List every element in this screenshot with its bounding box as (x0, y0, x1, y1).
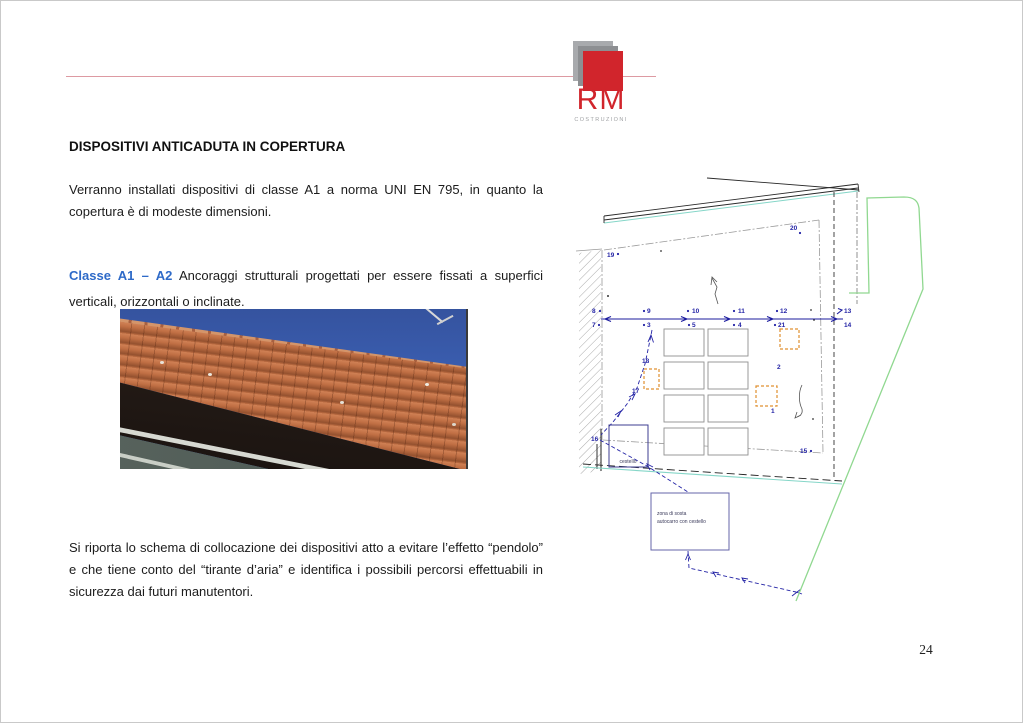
anchor-label: 4 (738, 322, 742, 329)
lifeline (601, 309, 843, 322)
anchor-label: 9 (647, 308, 651, 315)
point-label: 16 (591, 436, 599, 443)
zona-label-line1: zona di sosta (657, 511, 687, 517)
point-label: 15 (800, 448, 808, 455)
intro-paragraph: Verranno installati dispositivi di classe A1 a norma UNI EN 795, in quanto la copertura è di modeste dimensioni. (69, 182, 543, 219)
site-plan-drawing (576, 161, 936, 606)
anchor-label: 10 (692, 308, 700, 315)
zona-sosta-box (651, 493, 729, 550)
photo-anchor-dots (160, 361, 164, 364)
anchor-label: 13 (844, 308, 852, 315)
property-boundary (796, 197, 923, 601)
classe-label: Classe A1 – A2 (69, 268, 173, 283)
zona-label-line2: autocarro con cestello (657, 519, 706, 525)
roof-photo (120, 309, 468, 469)
anchor-label: 8 (592, 308, 596, 315)
anchor-label: 12 (780, 308, 788, 315)
roof-panel-grid (664, 329, 748, 455)
point-label: 20 (790, 225, 798, 232)
body-paragraph: Si riporta lo schema di collocazione dei dispositivi atto a evitare l’effetto “pendolo” e che tiene conto del “tirante d’aria” e identifica i possibili percorsi effettuabili in sicurezza dai futuri manutentori. (69, 540, 543, 599)
anchor-label: 14 (844, 322, 852, 329)
classe-description: Ancoraggi strutturali progettati per essere fissati a superfici verticali, orizzontali o inclinate. (69, 268, 543, 309)
logo-text: RM (576, 83, 626, 116)
anchor-label: 5 (692, 322, 696, 329)
anchor-label: 3 (647, 322, 651, 329)
point-label: 17 (632, 388, 640, 395)
anchor-label: 7 (592, 322, 596, 329)
logo-subtext: COSTRUZIONI (574, 117, 628, 123)
classe-paragraph (69, 263, 543, 315)
company-logo (566, 37, 636, 129)
cestello-label: cestello (619, 459, 637, 465)
anchor-label: 11 (738, 308, 745, 315)
point-label: 1 (771, 408, 775, 415)
cestello-box (609, 425, 648, 467)
page-number: 24 (919, 642, 933, 657)
point-label: 18 (642, 358, 650, 365)
point-label: 19 (607, 252, 615, 259)
page-title: DISPOSITIVI ANTICADUTA IN COPERTURA (69, 139, 346, 154)
anchor-label: 21 (778, 322, 786, 329)
point-label: 2 (777, 364, 781, 371)
roof-ridge-lines (604, 178, 859, 223)
